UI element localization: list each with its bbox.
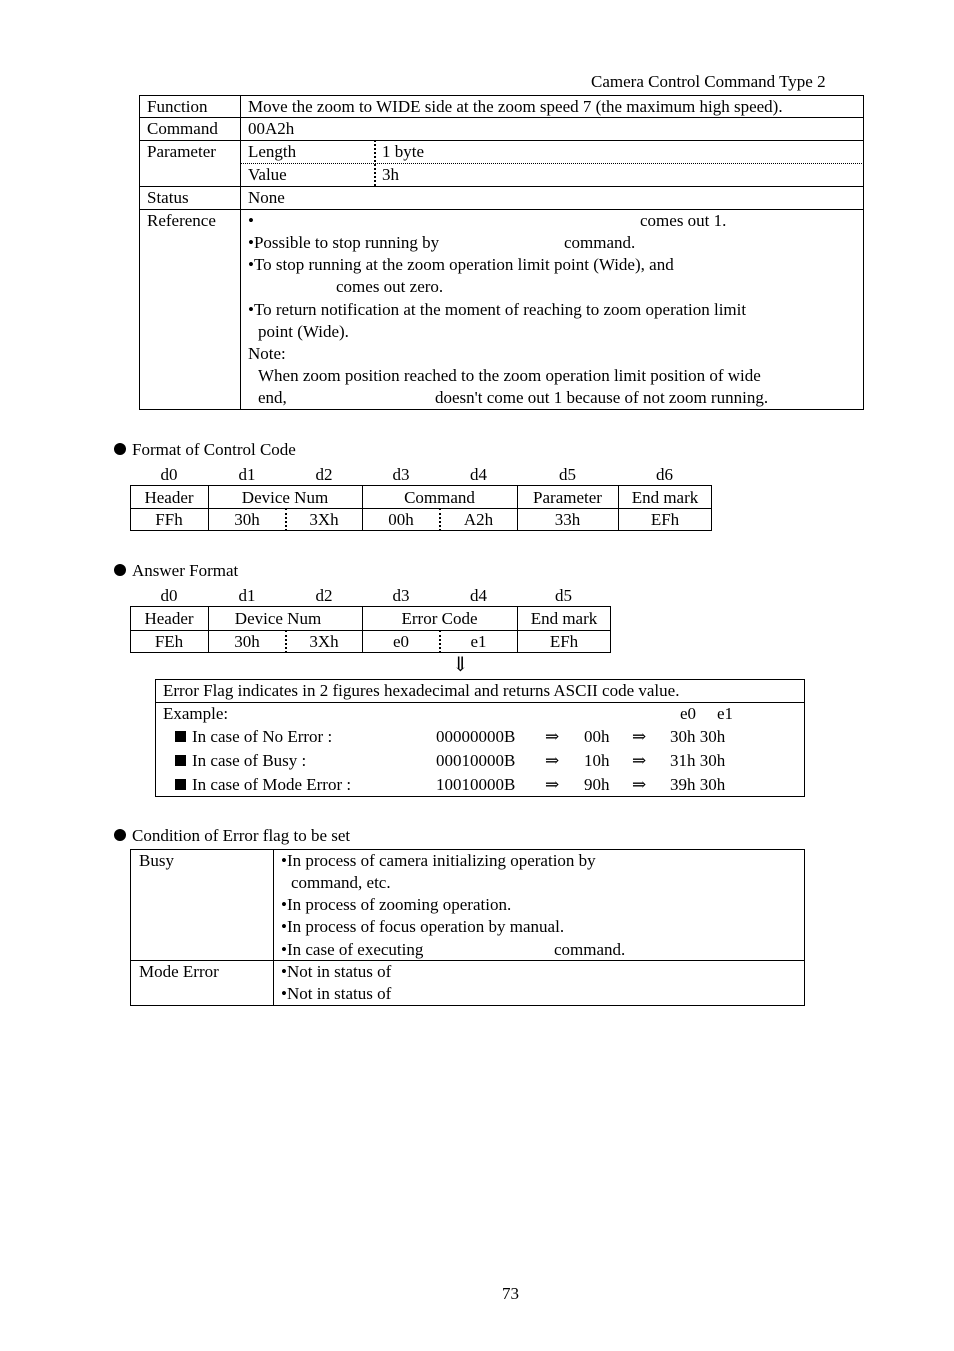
end-mark-col: End mark (530, 609, 598, 628)
byte-label: d5 (559, 465, 576, 484)
byte-label: d6 (656, 465, 673, 484)
busy-line: command, etc. (291, 873, 391, 892)
reference-line2-tail: command. (564, 233, 636, 252)
hex-value: 10h (584, 751, 610, 770)
right-arrow-icon: ⇒ (632, 751, 647, 770)
ascii-value: 30h 30h (670, 727, 726, 746)
busy-line: •In process of camera initializing operation by (281, 851, 596, 870)
hex-value: 90h (584, 775, 610, 794)
reference-line1-tail: comes out 1. (640, 211, 727, 230)
header-col: Header (144, 488, 194, 507)
bullet-icon (114, 564, 126, 576)
reference-bullet: • (248, 211, 254, 230)
answer-value: EFh (549, 632, 579, 651)
mode-error-line: •Not in status of (281, 984, 392, 1003)
function-value: Move the zoom to WIDE side at the zoom speed 7 (the maximum high speed). (248, 97, 783, 116)
reference-line6: point (Wide). (258, 322, 349, 341)
down-arrow-icon: ⇓ (452, 654, 469, 676)
note-line1: When zoom position reached to the zoom operation limit position of wide (258, 366, 761, 385)
device-num-col: Device Num (241, 488, 329, 507)
byte-label: d2 (315, 465, 333, 484)
square-bullet-icon (175, 731, 186, 742)
busy-line-tail: command. (554, 940, 626, 959)
condition-title: Condition of Error flag to be set (132, 826, 351, 845)
byte-label: d4 (470, 465, 487, 484)
page-header-title: Camera Control Command Type 2 (591, 72, 826, 91)
byte-label: d5 (555, 586, 572, 605)
byte-label: d3 (392, 465, 410, 484)
answer-value: e1 (470, 632, 487, 651)
bullet-icon (114, 829, 126, 841)
code-value: 00h (388, 510, 414, 529)
control-code-heading (114, 441, 296, 458)
error-flag-description: Error Flag indicates in 2 figures hexadecimal and returns ASCII code value. (163, 681, 680, 700)
busy-label: Busy (139, 851, 174, 870)
example-row-no-error: In case of No Error : (175, 728, 332, 745)
hex-value: 00h (584, 727, 610, 746)
byte-label: d3 (392, 586, 410, 605)
ascii-value: 39h 30h (670, 775, 726, 794)
square-bullet-icon (175, 779, 186, 790)
code-value: EFh (650, 510, 680, 529)
reference-line4: comes out zero. (336, 277, 444, 296)
bullet-icon (114, 443, 126, 455)
right-arrow-icon: ⇒ (545, 775, 560, 794)
note-line2-tail: doesn't come out 1 because of not zoom running. (435, 388, 769, 407)
byte-label: d1 (238, 465, 256, 484)
right-arrow-icon: ⇒ (632, 775, 647, 794)
byte-label: d4 (470, 586, 487, 605)
reference-line2-head: •Possible to stop running by (248, 233, 440, 252)
mode-error-label: Mode Error (139, 962, 219, 981)
value-value: 3h (382, 165, 399, 184)
control-code-title: Format of Control Code (132, 440, 296, 459)
code-value: A2h (463, 510, 494, 529)
byte-label: d2 (315, 586, 333, 605)
note-label: Note: (248, 344, 286, 363)
value-label: Value (248, 165, 287, 184)
parameter-label: Parameter (147, 142, 216, 161)
right-arrow-icon: ⇒ (545, 751, 560, 770)
page-number: 73 (502, 1284, 519, 1303)
code-value: FFh (155, 510, 183, 529)
length-label: Length (248, 142, 297, 161)
byte-label: d0 (160, 465, 178, 484)
busy-line: •In process of focus operation by manual. (281, 917, 565, 936)
function-label: Function (147, 97, 208, 116)
right-arrow-icon: ⇒ (632, 727, 647, 746)
ascii-value: 31h 30h (670, 751, 726, 770)
answer-format-title: Answer Format (132, 561, 239, 580)
square-bullet-icon (175, 755, 186, 766)
command-col: Command (404, 488, 475, 507)
status-value: None (248, 188, 285, 207)
parameter-col: Parameter (533, 488, 602, 507)
busy-line: •In case of executing (281, 940, 424, 959)
length-value: 1 byte (382, 142, 425, 161)
col-e0: e0 (680, 704, 697, 723)
example-label: Example: (163, 704, 229, 723)
command-label: Command (147, 119, 218, 138)
code-value: 3Xh (309, 510, 339, 529)
binary-value: 10010000B (436, 775, 516, 794)
answer-value: e0 (392, 632, 410, 651)
reference-label: Reference (147, 211, 216, 230)
code-value: 33h (554, 510, 581, 529)
busy-line: •In process of zooming operation. (281, 895, 512, 914)
example-row-busy: In case of Busy : (175, 752, 306, 769)
reference-line5: •To return notification at the moment of reaching to zoom operation limit (248, 300, 747, 319)
binary-value: 00010000B (436, 751, 516, 770)
byte-label: d0 (160, 586, 178, 605)
note-line2-head: end, (258, 388, 287, 407)
binary-value: 00000000B (436, 727, 516, 746)
answer-value: 3Xh (309, 632, 339, 651)
col-e1: e1 (717, 704, 734, 723)
code-value: 30h (234, 510, 260, 529)
answer-format-heading (114, 562, 238, 579)
right-arrow-icon: ⇒ (545, 727, 560, 746)
answer-value: 30h (234, 632, 260, 651)
byte-label: d1 (238, 586, 256, 605)
condition-heading (114, 827, 350, 844)
error-code-col: Error Code (401, 609, 478, 628)
status-label: Status (147, 188, 189, 207)
example-row-mode-error: In case of Mode Error : (175, 776, 351, 793)
mode-error-line: •Not in status of (281, 962, 392, 981)
answer-value: FEh (154, 632, 184, 651)
header-col: Header (144, 609, 194, 628)
reference-line3: •To stop running at the zoom operation limit point (Wide), and (248, 255, 674, 274)
device-num-col: Device Num (234, 609, 322, 628)
end-mark-col: End mark (631, 488, 699, 507)
command-value: 00A2h (248, 119, 295, 138)
